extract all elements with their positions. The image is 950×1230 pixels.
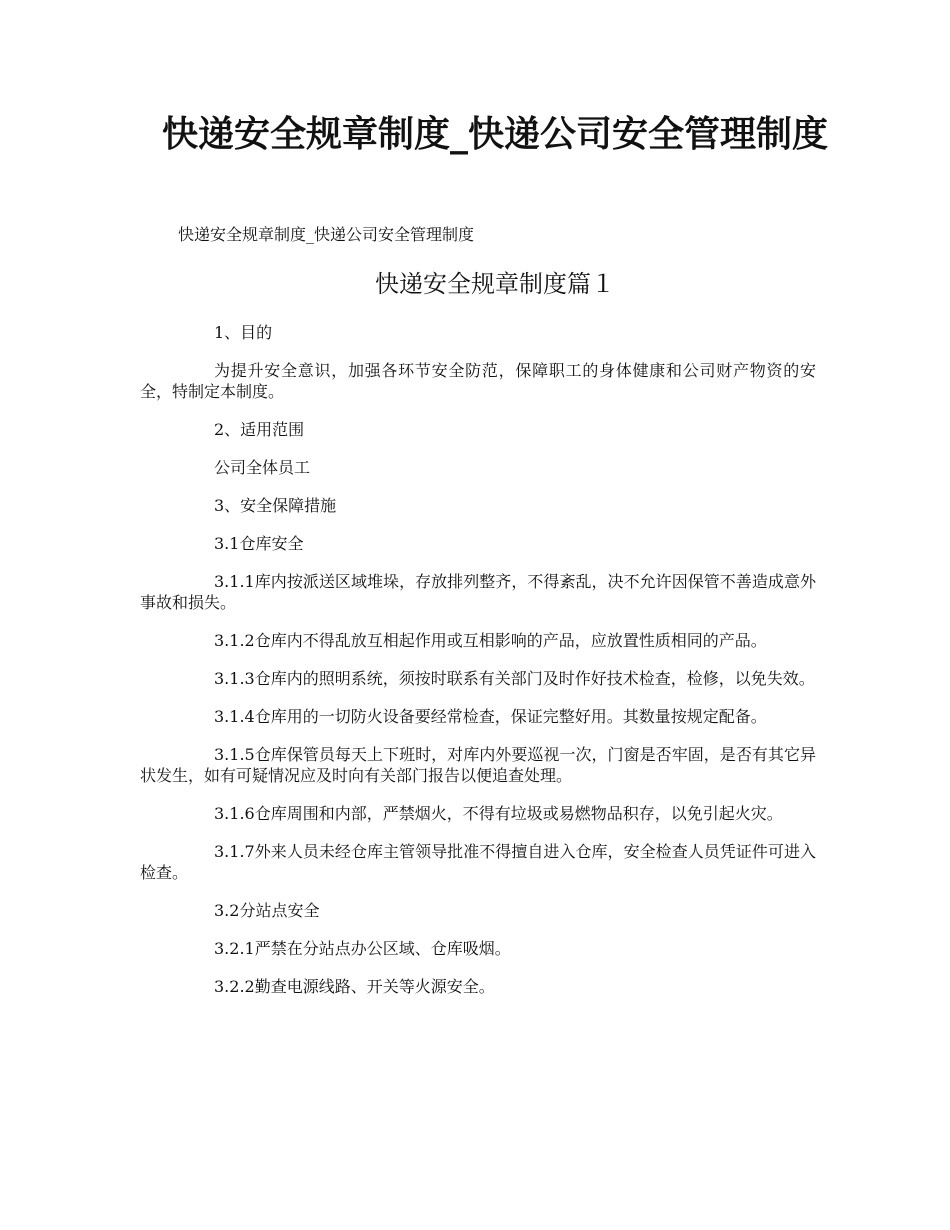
section-heading: 快递安全规章制度篇１: [375, 270, 615, 298]
paragraph: 3.1.3仓库内的照明系统，须按时联系有关部门及时作好技术检查，检修，以免失效。: [214, 669, 815, 688]
paragraph: 3.1.4仓库用的一切防火设备要经常检查，保证完整好用。其数量按规定配备。: [214, 707, 767, 726]
paragraph: 公司全体员工: [214, 458, 311, 477]
paragraph: 2、适用范围: [214, 420, 305, 439]
paragraph: 3.2分站点安全: [214, 901, 320, 920]
paragraph: 3.2.2勤查电源线路、开关等火源安全。: [214, 977, 495, 996]
paragraph: 3.2.1严禁在分站点办公区域、仓库吸烟。: [214, 939, 511, 958]
document-title: 快递安全规章制度_快递公司安全管理制度: [161, 113, 828, 155]
paragraph: 3.1.7外来人员未经仓库主管领导批准不得擅自进入仓库，安全检查人员凭证件可进入检查。: [140, 842, 816, 882]
paragraph: 1、目的: [214, 323, 273, 342]
document-subtitle: 快递安全规章制度_快递公司安全管理制度: [178, 225, 475, 244]
paragraph: 3.1.6仓库周围和内部，严禁烟火，不得有垃圾或易燃物品积存，以免引起火灾。: [214, 804, 783, 823]
paragraph: 3.1.1库内按派送区域堆垛，存放排列整齐，不得紊乱，决不允许因保管不善造成意外事故和损失。: [140, 572, 816, 612]
paragraph: 3、安全保障措施: [214, 496, 337, 515]
paragraph: 为提升安全意识，加强各环节安全防范，保障职工的身体健康和公司财产物资的安全，特制定本制度。: [140, 361, 816, 401]
paragraph: 3.1.5仓库保管员每天上下班时，对库内外要巡视一次，门窗是否牢固，是否有其它异状发生，如有可疑情况应及时向有关部门报告以便追查处理。: [140, 745, 816, 785]
paragraph: 3.1仓库安全: [214, 534, 304, 553]
paragraph: 3.1.2仓库内不得乱放互相起作用或互相影响的产品，应放置性质相同的产品。: [214, 631, 767, 650]
document-body: [140, 322, 816, 1014]
